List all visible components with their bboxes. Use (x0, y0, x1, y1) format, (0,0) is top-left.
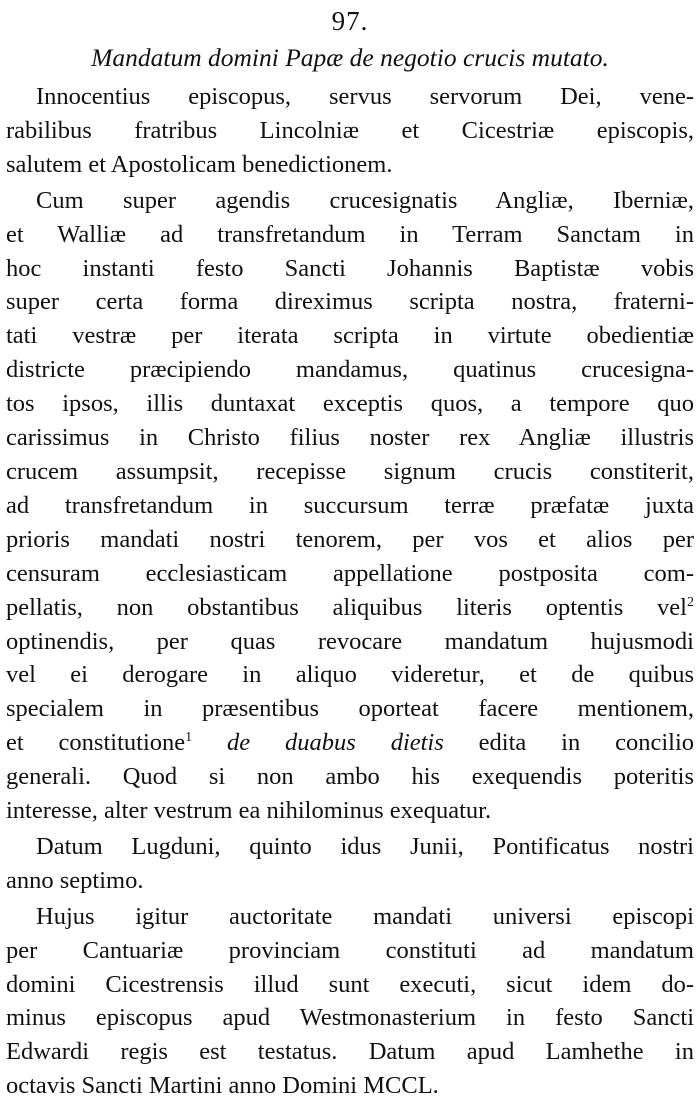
text-line: ad transfretandum in succursum terræ præfatæ juxta (6, 491, 694, 519)
footnote-marker: 1 (185, 730, 193, 746)
text-line: Innocentius episcopus, servus servorum Dei, vene- (36, 83, 694, 110)
text-line: censuram ecclesiasticam appellatione postposita com- (6, 559, 694, 587)
text-line: super certa forma direximus scripta nostra, fraterni- (6, 288, 694, 316)
text-line: rabilibus fratribus Lincolniæ et Cicestriæ episcopis, (6, 116, 694, 144)
date-paragraph (6, 830, 694, 898)
document-page (6, 0, 694, 1103)
line-text: edita in concilio (478, 729, 695, 757)
text-line: prioris mandati nostri tenorem, per vos et alios per (6, 525, 694, 553)
text-line: vel ei derogare in aliquo videretur, et de quibus (6, 661, 694, 689)
text-line: districte præcipiendo mandamus, quatinus crucesigna- (6, 356, 694, 384)
line-text: et constitutione (6, 729, 186, 757)
text-line: optinendis, per quas revocare mandatum hujusmodi (6, 627, 694, 655)
year-text: MCCL. (363, 1072, 439, 1100)
text-line: Cum super agendis crucesignatis Angliæ, Iberniæ, (36, 186, 694, 214)
text-line: crucem assumpsit, recepisse signum crucis constiterit, (6, 457, 694, 485)
text-line: interesse, alter vestrum ea nihilominus exequatur. (6, 797, 492, 825)
document-title: Mandatum domini Papæ de negotio crucis mutato. (91, 43, 609, 72)
text-line: domini Cicestrensis illud sunt executi, sicut idem do- (6, 970, 694, 998)
text-line: minus episcopus apud Westmonasterium in festo Sancti (6, 1004, 694, 1032)
execution-paragraph (6, 900, 694, 1103)
text-line-with-footnote (6, 591, 694, 625)
mandate-paragraph (6, 184, 694, 828)
text-line-with-footnote (6, 726, 694, 760)
text-line: tos ipsos, illis duntaxat exceptis quos, a tempore quo (6, 390, 694, 418)
line-text: octavis Sancti Martini anno Domini (6, 1072, 358, 1100)
text-line: tati vestræ per iterata scripta in virtute obedientiæ (6, 322, 694, 350)
text-line: generali. Quod si non ambo his exequendis poteritis (6, 763, 694, 791)
document-body (6, 80, 694, 1103)
text-line: anno septimo. (6, 866, 144, 894)
text-line: carissimus in Christo filius noster rex Angliæ illustris (6, 424, 694, 452)
italic-phrase: de duabus dietis (227, 729, 444, 757)
salutation-paragraph (6, 80, 694, 182)
text-line: hoc instanti festo Sancti Johannis Baptistæ vobis (6, 254, 694, 282)
line-text: pellatis, non obstantibus aliquibus literis optentis vel (6, 593, 687, 621)
footnote-marker: 2 (687, 594, 694, 610)
text-line-with-year (6, 1069, 694, 1103)
text-line: et Walliæ ad transfretandum in Terram Sanctam in (6, 220, 694, 248)
text-line: salutem et Apostolicam benedictionem. (6, 150, 393, 178)
text-line: specialem in præsentibus oporteat facere mentionem, (6, 695, 694, 723)
text-line: Datum Lugduni, quinto idus Junii, Pontificatus nostri (36, 832, 694, 860)
text-line: per Cantuariæ provinciam constituti ad mandatum (6, 936, 694, 964)
text-line: Edwardi regis est testatus. Datum apud Lamhethe in (6, 1038, 694, 1066)
text-line: Hujus igitur auctoritate mandati universi episcopi (36, 902, 694, 930)
page-number: 97. (331, 6, 369, 36)
